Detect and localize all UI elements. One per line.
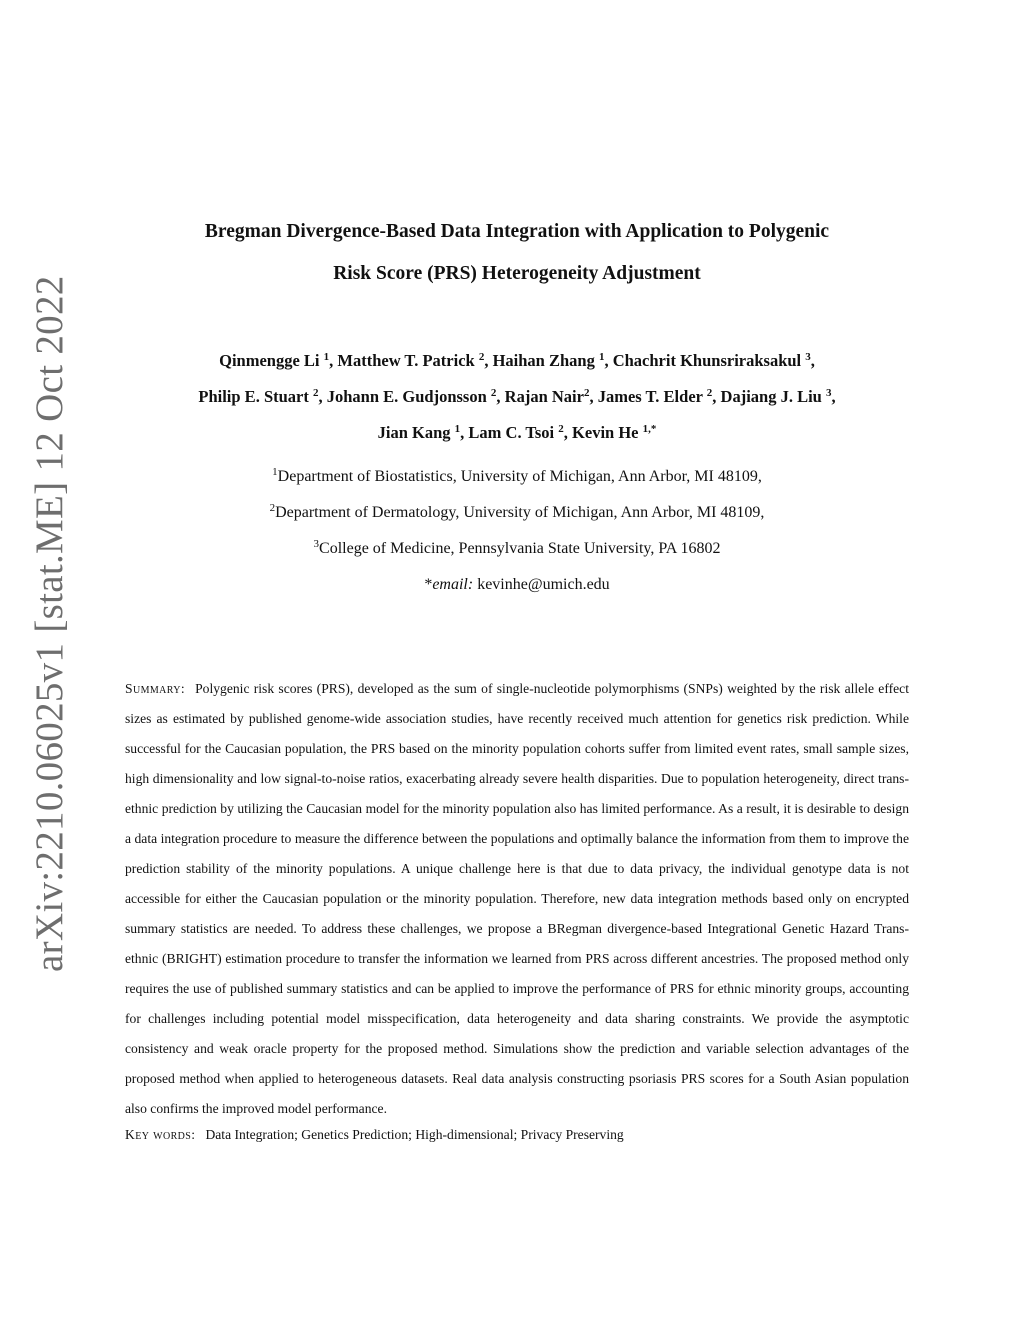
keywords-line [125,1124,909,1146]
affiliation-2 [125,495,909,531]
author-separator: , [460,423,469,442]
author-name: James T. Elder [597,387,707,406]
author-affiliation-mark: 2 [706,387,713,399]
author-name: Johann E. Gudjonsson [326,387,491,406]
paper-page [125,0,909,1146]
affiliation-1 [125,459,909,495]
author-separator: , [563,423,573,442]
author-name: Lam C. Tsoi [468,423,559,442]
author-name: Philip E. Stuart [198,387,313,406]
author-name: Matthew T. Patrick [337,351,479,370]
affiliation-mark: 3 [313,538,320,550]
author-separator: , [831,387,836,406]
author-line-3 [125,415,909,451]
summary-label: Summary: [125,681,186,696]
author-affiliation-mark: 1 [323,351,330,363]
author-separator: , [810,351,815,370]
author-line-1 [125,343,909,379]
author-name: Haihan Zhang [492,351,599,370]
affiliation-3 [125,531,909,567]
corresponding-email [125,567,909,603]
affiliation-text: Department of Biostatistics, University of Michigan, Ann Arbor, MI 48109, [277,468,762,485]
author-affiliation-mark: 1 [598,351,605,363]
author-name: Jian Kang [377,423,455,442]
author-separator: , [604,351,613,370]
abstract-summary [125,674,909,1124]
author-affiliation-mark: 1,* [642,423,657,435]
author-name: Qinmengge Li [219,351,324,370]
arxiv-identifier-stamp: arXiv:2210.06025v1 [stat.ME] 12 Oct 2022 [28,275,71,972]
affiliation-text: Department of Dermatology, University of Michigan, Ann Arbor, MI 48109, [275,504,765,521]
affiliation-mark: 1 [272,466,278,478]
author-name: Chachrit Khunsriraksakul [612,351,806,370]
author-separator: , [318,387,327,406]
email-label: email: [432,576,474,593]
author-separator: , [484,351,493,370]
paper-title-line-1: Bregman Divergence-Based Data Integration with Application to Polygenic [204,221,830,242]
author-name: Rajan Nair [504,387,584,406]
author-affiliation-mark: 3 [825,387,832,399]
keywords-label: Key words: [125,1127,196,1142]
email-mark: * [424,576,433,593]
summary-text: Polygenic risk scores (PRS), developed as the sum of single-nucleotide polymorphisms (SNPs) weighted by the risk allele effect sizes as estimated by published genome-wide association studies, have recently received much attention for genetics risk prediction. While successful for the Caucasian population, the PRS based on the minority population cohorts suffer from limited event rates, small sample sizes, high dimensionality and low signal-to-noise ratios, exacerbating already severe health disparities. Due to population heterogeneity, direct trans-ethnic prediction by utilizing the Caucasian model for the minority population also has limited performance. As a result, it is desirable to design a data integration procedure to measure the difference between the populations and optimally balance the information from them to improve the prediction stability of the minority populations. A unique challenge here is that due to data privacy, the individual genotype data is not accessible for either the Caucasian population or the minority population. Therefore, new data integration methods based only on encrypted summary statistics are needed. To address these challenges, we propose a BRegman divergence-based Integrational Genetic Hazard Trans-ethnic (BRIGHT) estimation procedure to transfer the information we learned from PRS across different ancestries. The proposed method only requires the use of published summary statistics and can be applied to improve the performance of PRS for ethnic minority groups, accounting for challenges including potential model misspecification, data heterogeneity and data sharing constraints. We provide the asymptotic consistency and weak oracle property for the proposed method. Simulations show the prediction and variable selection advantages of the proposed method when applied to heterogeneous datasets. Real data analysis constructing psoriasis PRS scores for a South Asian population also confirms the improved model performance. [125,681,909,1116]
author-line-2 [125,379,909,415]
author-affiliation-mark: 2 [558,423,564,435]
author-affiliation-mark: 2 [583,387,590,399]
keywords-text: Data Integration; Genetics Prediction; High-dimensional; Privacy Preserving [205,1127,624,1142]
affiliation-text: College of Medicine, Pennsylvania State University, PA 16802 [319,540,721,557]
author-affiliation-mark: 3 [805,351,811,363]
author-separator: , [589,387,598,406]
paper-title-line-2: Risk Score (PRS) Heterogeneity Adjustment [333,263,701,284]
author-separator: , [496,387,505,406]
author-list [125,343,909,451]
author-affiliation-mark: 2 [478,351,485,363]
author-separator: , [712,387,721,406]
author-affiliation-mark: 1 [454,423,461,435]
author-separator: , [329,351,338,370]
author-name: Dajiang J. Liu [720,387,826,406]
author-affiliation-mark: 2 [490,387,497,399]
author-affiliation-mark: 2 [312,387,319,399]
affiliation-mark: 2 [269,502,276,514]
paper-title [125,211,909,295]
affiliation-list [125,459,909,603]
author-name: Kevin He [572,423,643,442]
email-address: kevinhe@umich.edu [473,576,610,593]
